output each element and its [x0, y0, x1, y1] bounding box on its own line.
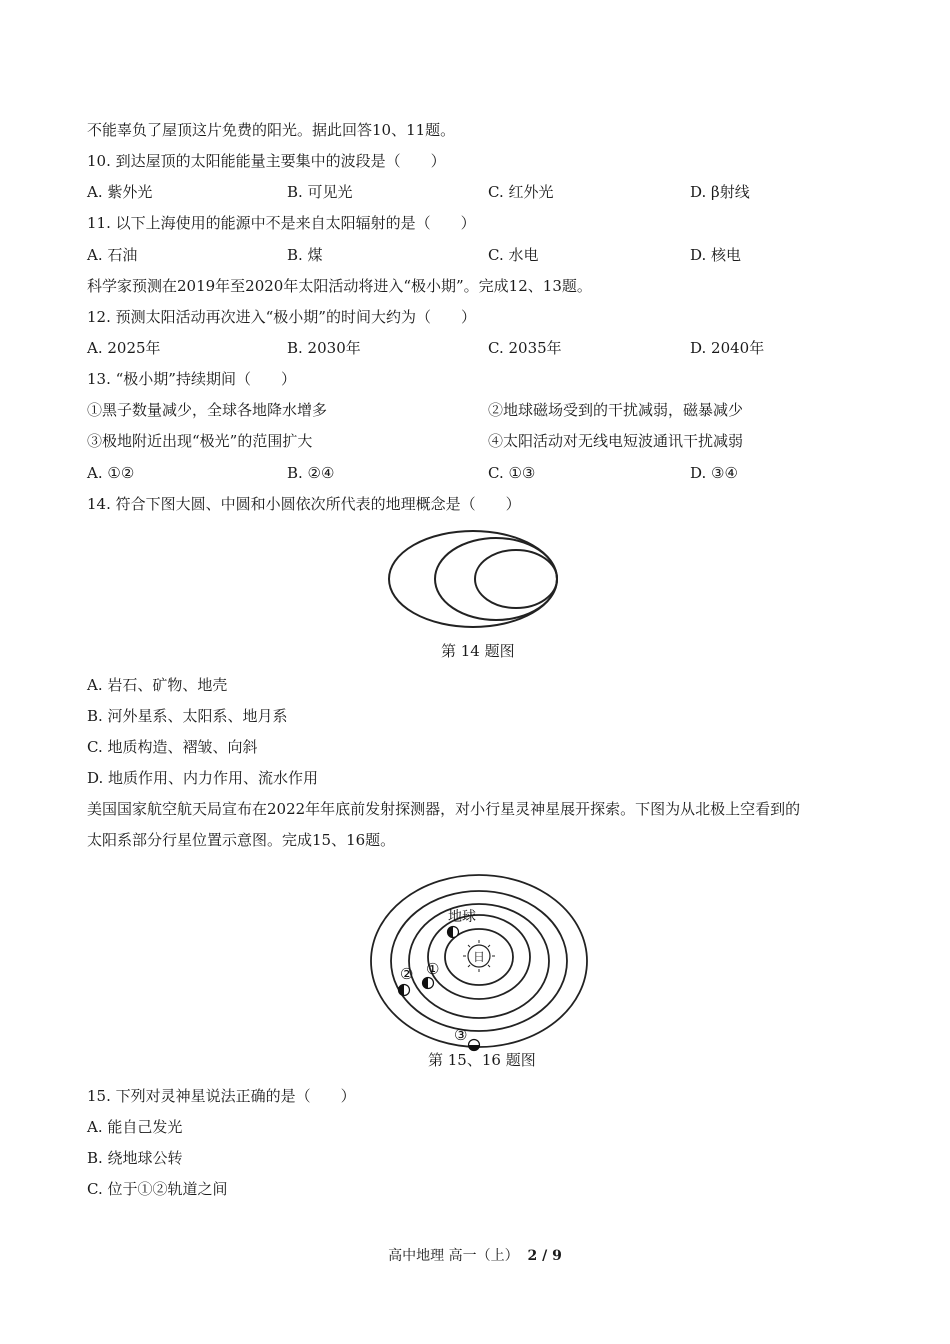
q15-option-c: C. 位于①②轨道之间	[87, 1180, 228, 1198]
q12-option-b: B. 2030年	[287, 339, 361, 357]
earth-planet-icon	[448, 927, 459, 938]
q10-option-a: A. 紫外光	[87, 183, 153, 201]
q12-option-a: A. 2025年	[87, 339, 161, 357]
q13-option-d: D. ③④	[690, 464, 738, 482]
q13-option-b: B. ②④	[287, 464, 335, 482]
earth-label: 地球	[448, 909, 476, 925]
planet-1-label: ①	[426, 960, 440, 978]
planet-1-icon	[423, 978, 434, 989]
passage-intro-15-16-line2: 太阳系部分行星位置示意图。完成15、16题。	[87, 831, 396, 849]
question-13-stem: 13. “极小期”持续期间（ ）	[87, 370, 296, 388]
middle-circle	[435, 538, 557, 620]
footer-subject: 高中地理 高一（上）	[388, 1248, 519, 1264]
sun-label: 日	[472, 950, 486, 964]
q13-statement-1: ①黑子数量减少，全球各地降水增多	[87, 401, 328, 419]
question-12-stem: 12. 预测太阳活动再次进入“极小期”的时间大约为（ ）	[87, 308, 476, 326]
q10-option-c: C. 红外光	[488, 183, 554, 201]
q14-option-a: A. 岩石、矿物、地壳	[87, 676, 228, 694]
q10-option-d: D. β射线	[690, 183, 750, 201]
sun-icon	[463, 940, 495, 972]
q13-statement-2: ②地球磁场受到的干扰减弱，磁暴减少	[488, 401, 744, 419]
q13-option-a: A. ①②	[87, 464, 135, 482]
passage-intro-15-16-line1: 美国国家航空航天局宣布在2022年年底前发射探测器，对小行星灵神星展开探索。下图为从北极上空看到的	[87, 800, 801, 818]
q13-statement-4: ④太阳活动对无线电短波通讯干扰减弱	[488, 432, 744, 450]
planet-2-icon	[399, 985, 410, 996]
question-14-stem: 14. 符合下图大圆、中圆和小圆依次所代表的地理概念是（ ）	[87, 495, 521, 513]
question-11-stem: 11. 以下上海使用的能源中不是来自太阳辐射的是（ ）	[87, 214, 476, 232]
solar-system-figure	[368, 878, 588, 1053]
q10-option-b: B. 可见光	[287, 183, 353, 201]
q15-option-b: B. 绕地球公转	[87, 1149, 183, 1167]
q14-option-b: B. 河外星系、太阳系、地月系	[87, 707, 288, 725]
figure-14-caption: 第 14 题图	[441, 642, 515, 660]
q15-option-a: A. 能自己发光	[87, 1118, 183, 1136]
planet-3-label: ③	[454, 1026, 468, 1044]
passage-intro-12-13: 科学家预测在2019年至2020年太阳活动将进入“极小期”。完成12、13题。	[87, 277, 592, 295]
q11-option-c: C. 水电	[488, 246, 539, 264]
planet-2-label: ②	[400, 965, 414, 983]
q11-option-a: A. 石油	[87, 246, 138, 264]
q14-option-c: C. 地质构造、褶皱、向斜	[87, 738, 258, 756]
q12-option-d: D. 2040年	[690, 339, 765, 357]
page-number: 2 / 9	[527, 1248, 562, 1264]
q12-option-c: C. 2035年	[488, 339, 562, 357]
figure-15-16-caption: 第 15、16 题图	[428, 1051, 536, 1069]
question-10-stem: 10. 到达屋顶的太阳能能量主要集中的波段是（ ）	[87, 152, 446, 170]
small-circle	[475, 550, 557, 608]
q11-option-b: B. 煤	[287, 246, 323, 264]
planet-3-icon	[469, 1040, 480, 1051]
nested-circles-figure	[385, 528, 565, 633]
page-footer	[0, 1247, 950, 1265]
q13-option-c: C. ①③	[488, 464, 536, 482]
q13-statement-3: ③极地附近出现“极光”的范围扩大	[87, 432, 313, 450]
q11-option-d: D. 核电	[690, 246, 742, 264]
question-15-stem: 15. 下列对灵神星说法正确的是（ ）	[87, 1087, 356, 1105]
passage-intro-10-11: 不能辜负了屋顶这片免费的阳光。据此回答10、11题。	[87, 121, 456, 139]
q14-option-d: D. 地质作用、内力作用、流水作用	[87, 769, 319, 787]
